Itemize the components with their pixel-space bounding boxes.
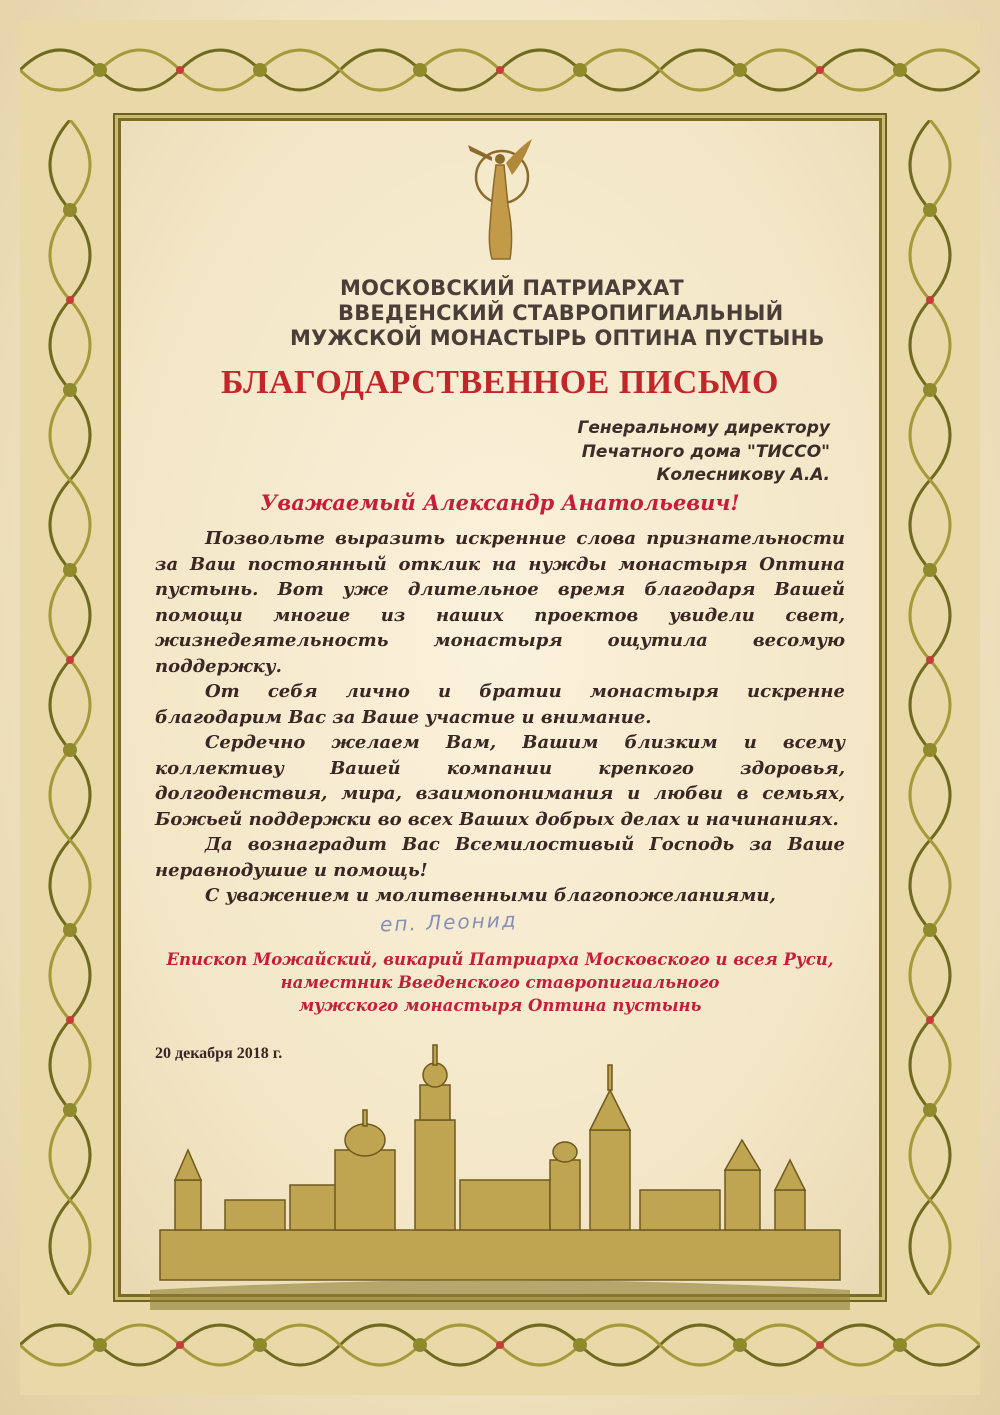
greeting: Уважаемый Александр Анатольевич! xyxy=(260,490,740,515)
border-ornament-bottom xyxy=(20,1295,980,1395)
signer-line-1: Епископ Можайский, викарий Патриарха Московского и всея Руси, xyxy=(166,950,834,969)
handwritten-signature: еп. Леонид xyxy=(379,907,518,937)
body-paragraph-5: С уважением и молитвенными благопожеланиями, xyxy=(205,885,776,906)
addressee-line-1: Генеральному директору xyxy=(577,418,830,438)
border-ornament-left xyxy=(20,120,120,1295)
body-paragraph-1: Позвольте выразить искренние слова признательности за Ваш постоянный отклик на нужды монастыря Оптина пустынь. Вот уже длительное время благодаря Вашей помощи многие из наших проектов увидели свет, жизнедеятельность монастыря ощутила весомую поддержку. xyxy=(155,528,845,677)
border-ornament-right xyxy=(880,120,980,1295)
signer-line-2: наместник Введенского ставропигиального xyxy=(280,973,720,992)
body-paragraph-4: Да вознаградит Вас Всемилостивый Господь за Ваше неравнодушие и помощь! xyxy=(155,834,845,881)
angel-with-trumpet-icon xyxy=(462,135,538,265)
border-ornament-top xyxy=(20,20,980,120)
document-title: БЛАГОДАРСТВЕННОЕ ПИСЬМО xyxy=(221,364,779,401)
letter-date: 20 декабря 2018 г. xyxy=(155,1045,283,1062)
addressee-line-3: Колесникову А.А. xyxy=(656,465,830,485)
body-paragraph-3: Сердечно желаем Вам, Вашим близким и всему коллективу Вашей компании крепкого здоровья, долгоденствия, мира, взаимопонимания и любви в семьях, Божьей поддержки во всех Ваших добрых делах и начинаниях. xyxy=(155,732,845,830)
org-line-2: ВВЕДЕНСКИЙ СТАВРОПИГИАЛЬНЫЙ xyxy=(338,301,784,325)
signer-line-3: мужского монастыря Оптина пустынь xyxy=(298,996,702,1015)
org-line-1: МОСКОВСКИЙ ПАТРИАРХАТ xyxy=(340,276,684,300)
addressee-line-2: Печатного дома "ТИССО" xyxy=(581,442,830,462)
letter-body xyxy=(155,526,845,909)
body-paragraph-2: От себя лично и братии монастыря искренне благодарим Вас за Ваше участие и внимание. xyxy=(155,681,845,728)
org-line-3: МУЖСКОЙ МОНАСТЫРЬ ОПТИНА ПУСТЫНЬ xyxy=(290,326,825,350)
monastery-skyline-illustration xyxy=(150,1030,850,1310)
